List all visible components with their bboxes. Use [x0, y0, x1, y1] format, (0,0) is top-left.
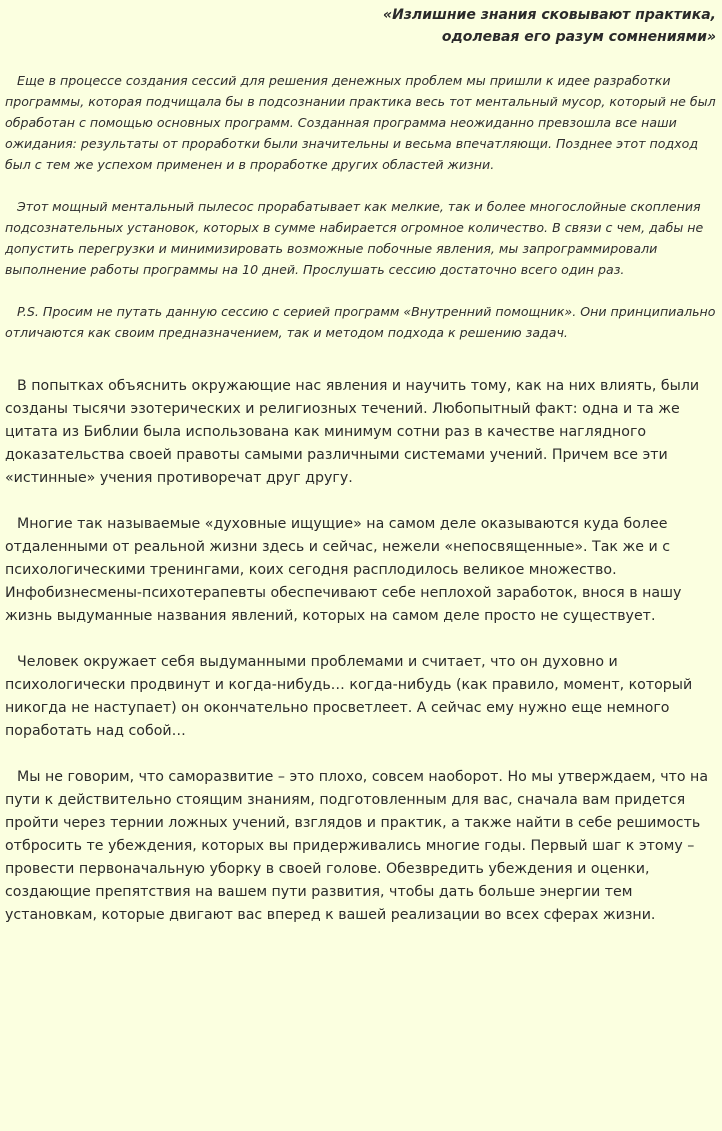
intro-section [5, 70, 717, 364]
epigraph-line-1: «Излишние знания сковывают практика, [382, 7, 716, 23]
intro-paragraph: Еще в процессе создания сессий для решения денежных проблем мы пришли к идее разработки программы, которая подчищала бы в подсознании практика весь тот ментальный мусор, который не был обработан с помощью основных программ. Созданная программа неожиданно превзошла все наши ожидания: результаты от проработки были значительны и весьма впечатляющи. Позднее этот подход был с тем же успехом применен и в проработке других областей жизни. [5, 73, 716, 172]
main-paragraph: Многие так называемые «духовные ищущие» на самом деле оказываются куда более отдаленными от реальной жизни здесь и сейчас, нежели «непосвященные». Так же и с психологическими тренингами, коих сегодня расплодилось великое множество. Инфобизнесмены-психотерапевты обеспечивают себе неплохой заработок, внося в нашу жизнь выдуманные названия явлений, которых на самом деле просто не существует. [5, 516, 682, 624]
main-paragraph: Мы не говорим, что саморазвитие – это плохо, совсем наоборот. Но мы утверждаем, что на пути к действительно стоящим знаниям, подготовленным для вас, сначала вам придется пройти через тернии ложных учений, взглядов и практик, а также найти в себе решимость отбросить те убеждения, которых вы придерживались многие годы. Первый шаг к этому – провести первоначальную уборку в своей голове. Обезвредить убеждения и оценки, создающие препятствия на вашем пути развития, чтобы дать больше энергии тем установкам, которые двигают вас вперед к вашей реализации во всех сферах жизни. [5, 769, 709, 923]
intro-paragraph: Этот мощный ментальный пылесос прорабатывает как мелкие, так и более многослойные скопления подсознательных установок, которых в сумме набирается огромное количество. В связи с чем, дабы не допустить перегрузки и минимизировать возможные побочные явления, мы запрограммировали выполнение работы программы на 10 дней. Прослушать сессию достаточно всего один раз. [5, 199, 704, 277]
main-section [5, 375, 717, 950]
main-paragraph: Человек окружает себя выдуманными проблемами и считает, что он духовно и психологически продвинут и когда-нибудь… когда-нибудь (как правило, момент, который никогда не наступает) он окончательно просветлеет. А сейчас ему нужно еще немного поработать над собой… [5, 654, 693, 739]
epigraph-line-2: одолевая его разум сомнениями» [441, 29, 716, 45]
epigraph-quote [383, 4, 716, 48]
main-paragraph: В попытках объяснить окружающие нас явления и научить тому, как на них влиять, были созданы тысячи эзотерических и религиозных течений. Любопытный факт: одна и та же цитата из Библии была использована как минимум сотни раз в качестве наглядного доказательства своей правоты самыми различными системами учений. Причем все эти «истинные» учения противоречат друг другу. [5, 378, 700, 486]
postscript-paragraph: P.S. Просим не путать данную сессию с серией программ «Внутренний помощник». Они принципиально отличаются как своим предназначением, так и методом подхода к решению задач. [5, 304, 716, 340]
